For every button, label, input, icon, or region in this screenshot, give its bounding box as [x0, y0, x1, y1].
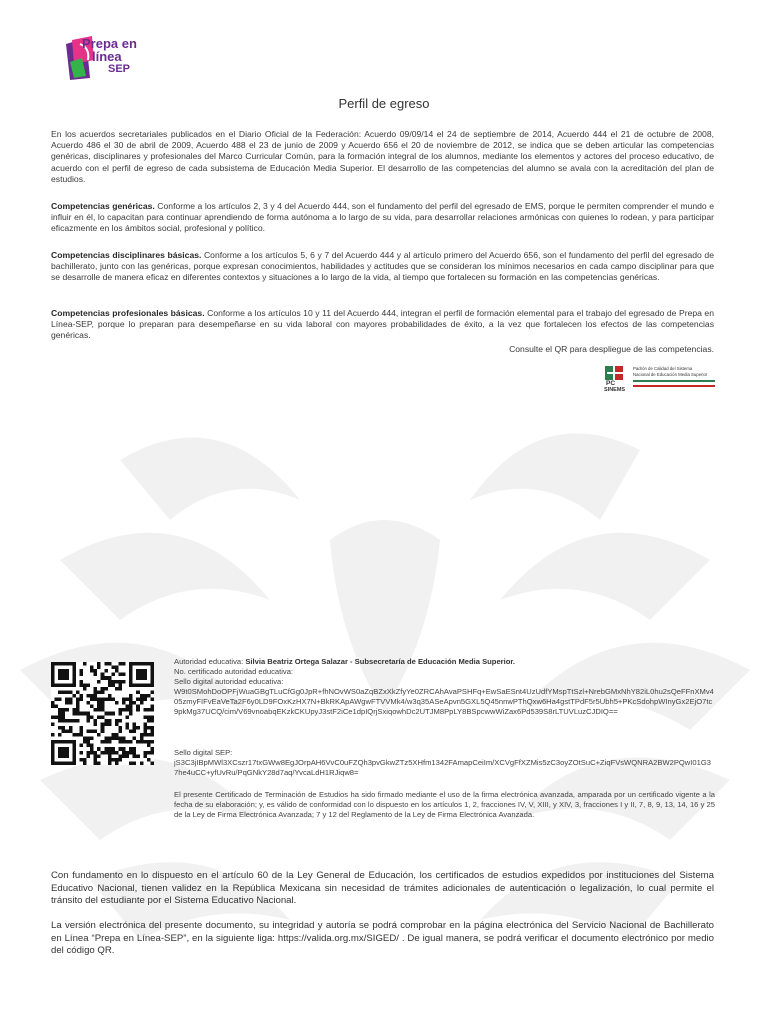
profesionales-heading: Competencias profesionales básicas.	[51, 308, 205, 318]
sep-seal-label: Sello digital SEP:	[174, 748, 233, 757]
logo-line-2: línea	[92, 49, 122, 64]
footer-paragraph-verification: La versión electrónica del presente documento, su integridad y autoría se podrá comprobar en la página electrónica del Servicio Nacional de Bachillerato en Línea “Prepa en Línea-SEP”, en la siguiente liga: https://valida.org.mx/SIGED/ . De igual manera, se podrá verificar el documento electrónico por medio del código QR.	[51, 920, 714, 957]
disciplinares-text: Conforme a los artículos 5, 6 y 7 del Acuerdo 444 y al artículo primero del Acuerdo 656, son el fundamento del perfil del egresado de bachillerato, junto con las genéricas, porque expresan conocimientos, habilidades y actitudes que se consideran los mínimos necesarios en cada campo disciplinar para que se desarrolle de manera eficaz en diferentes contextos y situaciones a lo largo de la vida, al tiempo que fortalecen su formación en las competencias genéricas.	[51, 250, 714, 283]
sinems-label: SINEMS	[604, 387, 626, 393]
sinems-line-1: Padrón de Calidad del Sistema	[633, 366, 693, 371]
sinems-line-2: Nacional de Educación Media Superior	[633, 372, 708, 377]
sep-seal-block	[174, 748, 715, 778]
pc-sinems-badge	[603, 364, 715, 396]
sinems-red-bar	[633, 385, 715, 387]
sinems-pc-label: PC	[606, 380, 616, 387]
disciplinares-heading: Competencias disciplinares básicas.	[51, 250, 202, 260]
legal-statement: El presente Certificado de Terminación de Estudios ha sido firmado mediante el uso de la firma electrónica avanzada, amparada por un certificado vigente a la fecha de su elaboración; y, es válido de conformidad con lo dispuesto en los artículos 1, 2, fracciones IV, V, XIII, y XIV, 3, fracciones I y II, 7, 8, 9, 13, 14, 16 y 25 de la Ley de Firma Electrónica Avanzada; 7 y 12 del Reglamento de la Ley de Firma Electrónica Avanzada.	[174, 790, 715, 819]
footer-paragraph-validity: Con fundamento en lo dispuesto en el artículo 60 de la Ley General de Educación, los certificados de estudios expedidos por instituciones del Sistema Educativo Nacional, tienen validez en la República Mexicana sin necesidad de trámites adicionales de autenticación o legalización, lo cual permite el tránsito del estudiante por el Sistema Educativo Nacional.	[51, 870, 714, 907]
logo-line-1: Prepa en	[82, 36, 137, 51]
profesionales-paragraph	[51, 308, 714, 342]
authority-label: Autoridad educativa:	[174, 657, 246, 666]
authority-line	[174, 657, 715, 667]
qr-code-icon[interactable]	[51, 662, 154, 765]
signature-authority-block	[174, 657, 715, 716]
authority-seal-label: Sello digital autoridad educativa:	[174, 676, 284, 686]
intro-paragraph: En los acuerdos secretariales publicados en el Diario Oficial de la Federación: Acuerdo 09/09/14 el 24 de septiembre de 2014, Acuerdo 444 el 21 de octubre de 2008, Acuerdo 486 el 30 de abril de 2009, Acuerdo 488 el 23 de junio de 2009 y Acuerdo 656 el 20 de noviembre de 2012, se indica que se deben articular las competencias genéricas, disciplinares y profesionales del Marco Curricular Común, para la formación integral de los alumnos, mediante los elementos y actores del proceso educativo, de acuerdo con el perfil de egreso de cada subsistema de Educación Media Superior. El desarrollo de las competencias del alumno se avala con la acreditación del plan de estudios.	[51, 129, 714, 184]
disciplinares-paragraph	[51, 250, 714, 284]
certificate-number-label: No. certificado autoridad educativa:	[174, 666, 294, 676]
profesionales-text: Conforme a los artículos 10 y 11 del Acuerdo 444, integran el perfil de formación elemental para el trabajo del egresado de Prepa en Línea-SEP, porque lo preparan para desempeñarse en su vida laboral con mayores probabilidades de éxito, a la vez que fortalecen los efectos de las competencias genéricas.	[51, 308, 714, 341]
logo-line-3: SEP	[108, 63, 131, 75]
consulte-qr-note: Consulte el QR para despliegue de las competencias.	[509, 344, 714, 354]
authority-name: Silvia Beatriz Ortega Salazar - Subsecretaría de Educación Media Superior.	[245, 657, 516, 666]
genericas-paragraph	[51, 201, 714, 235]
sinems-green-bar	[633, 380, 715, 382]
page-title: Perfil de egreso	[338, 96, 430, 111]
sep-seal-value: jS3C3jIBpMWl3XCszr17txGWw8EgJOrpAH6VvC0uFZQh3pvGkwZTz5XHfm1342FAmapCeiIm/XCVgFfXZMis5zC3oyZOtSuC+ZiqFVsWQNRA2BW2PQwI01G37he4uCC+yfUvRu/PqGNkY28d7aq/YvcaLdH1RJiqw8=	[174, 757, 711, 777]
authority-seal-value: W9t0SMohDoOPFjWuaGBgTLuCfGg0JpR+fhNOvWS0aZqBZxXkZfyYe0ZRCAhAvaPSHFq+EwSaESnt4UzUdfYMspTtSzl+NrebGMxNhY82iL0hu2sQeFFnXMv405zmyFIFvEaVeTa2F6y0LD9FOxKzHX7N+BkRKApAWgwFTVVMk4/w3q35ASeApvn5GXL5Q45nnwPThQxw6Ha4gstTPdF5r5Ubh5+PKcSdohpWInyGx2EjO7tc9pkMg37UCQ/cim/V69vnoabqEKzkCKUpyJ3stF2iCe1dpIQrjSxiqowhDc2UTJM8PpLY8BSpcwwWiZax6Pd539S8rLTUVLuzCJDIQ==	[174, 686, 714, 716]
genericas-heading: Competencias genéricas.	[51, 201, 155, 211]
genericas-text: Conforme a los artículos 2, 3 y 4 del Acuerdo 444, son el fundamento del perfil del egresado de EMS, porque le permiten comprender el mundo e influir en él, lo capacitan para continuar aprendiendo de forma autónoma a lo largo de su vida, para desarrollar relaciones armónicas con quienes lo rodean, y para participar eficazmente en los ámbitos social, profesional y político.	[51, 201, 714, 234]
prepa-en-linea-logo	[62, 34, 144, 82]
